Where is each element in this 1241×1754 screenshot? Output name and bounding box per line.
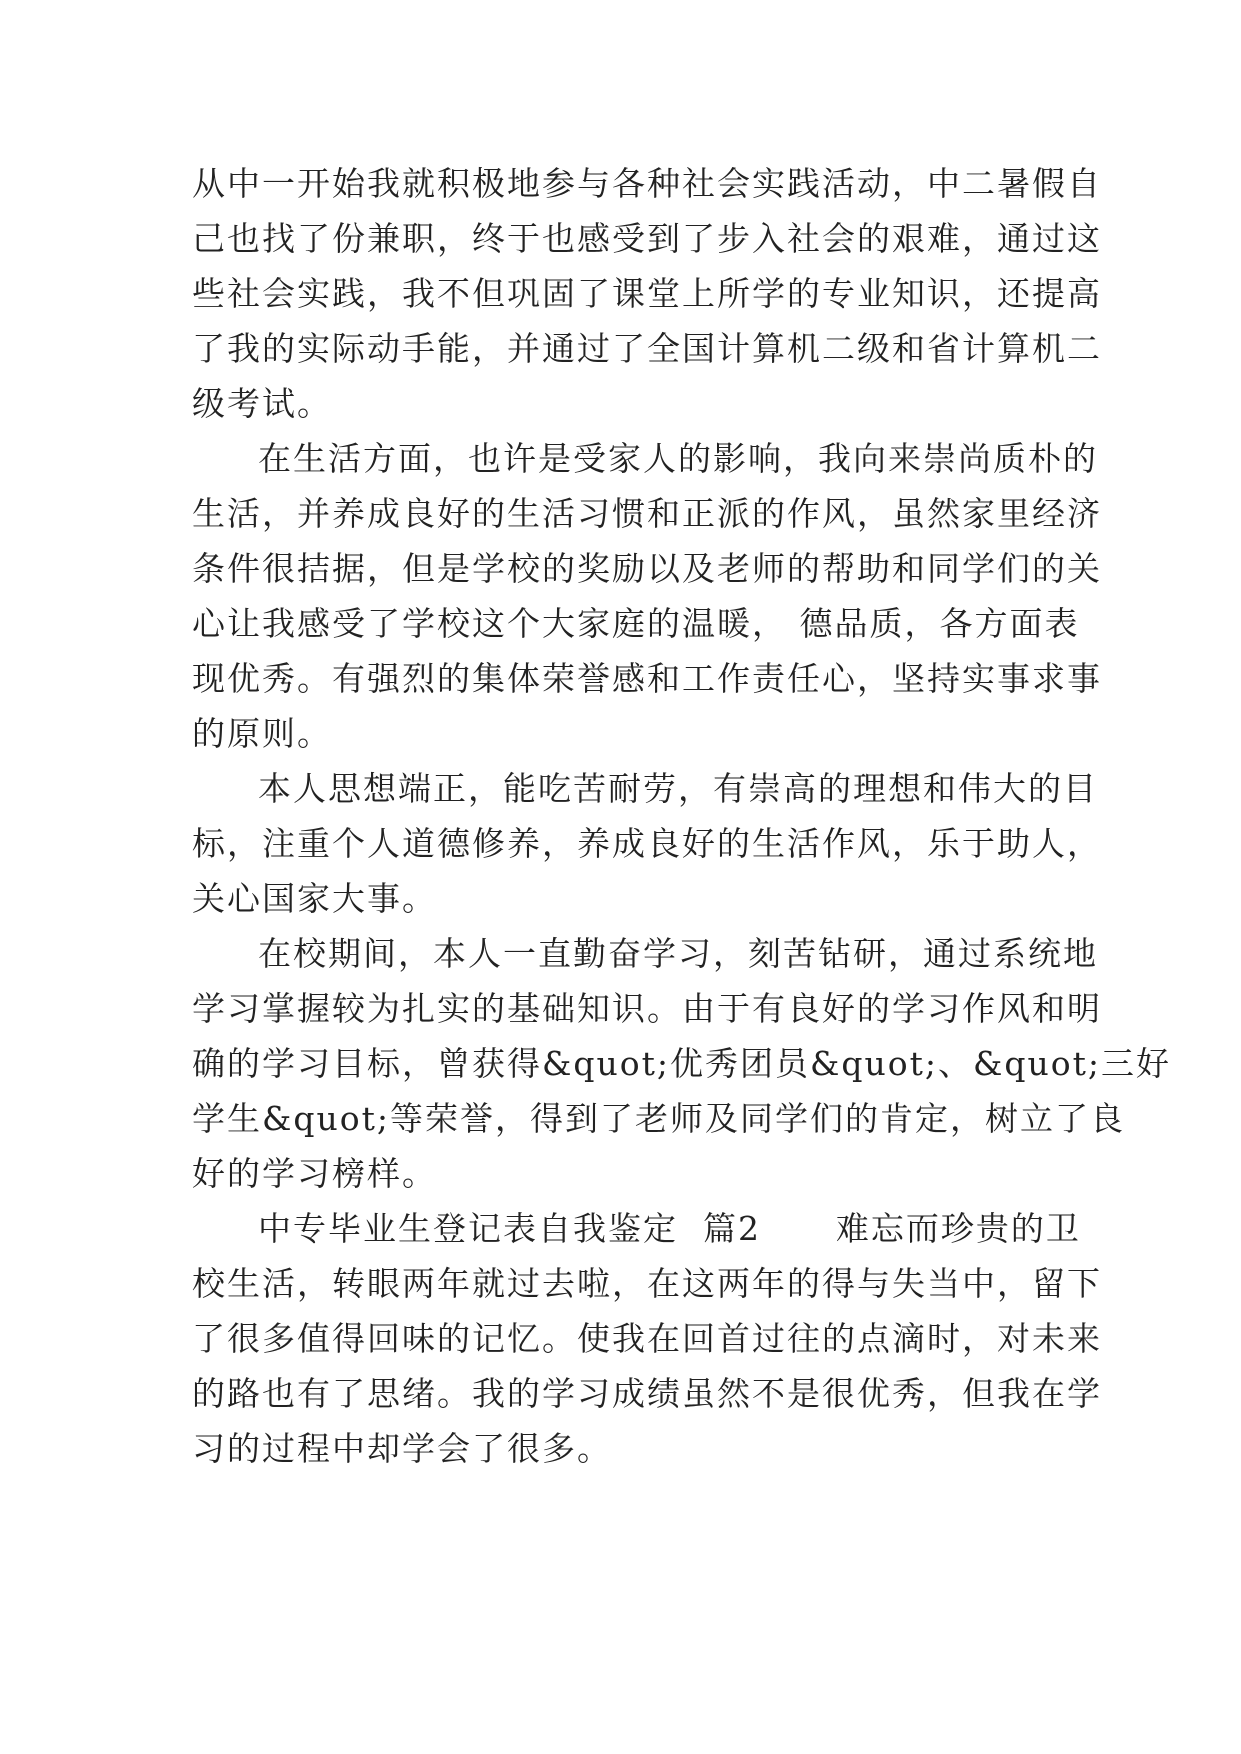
text-line: 校生活，转眼两年就过去啦，在这两年的得与失当中，留下	[192, 1264, 1102, 1303]
text-line: 学习掌握较为扎实的基础知识。由于有良好的学习作风和明	[192, 989, 1102, 1028]
text-line: 的原则。	[192, 714, 332, 753]
text-line: 己也找了份兼职，终于也感受到了步入社会的艰难，通过这	[192, 219, 1102, 258]
text-line: 确的学习目标，曾获得&quot;优秀团员&quot;、&quot;三好	[192, 1044, 1171, 1083]
document-body	[192, 162, 1171, 1482]
text-line: 生活，并养成良好的生活习惯和正派的作风，虽然家里经济	[192, 494, 1102, 533]
text-line: 在生活方面，也许是受家人的影响，我向来崇尚质朴的	[258, 439, 1098, 478]
text-line: 标，注重个人道德修养，养成良好的生活作风，乐于助人，	[192, 824, 1102, 863]
text-line: 学生&quot;等荣誉，得到了老师及同学们的肯定，树立了良	[192, 1099, 1125, 1138]
text-line: 关心国家大事。	[192, 879, 437, 918]
paragraph-thought	[192, 767, 1102, 932]
paragraph-practice	[192, 162, 1102, 437]
text-line: 条件很拮据，但是学校的奖励以及老师的帮助和同学们的关	[192, 549, 1102, 588]
text-line: 的路也有了思绪。我的学习成绩虽然不是很优秀，但我在学	[192, 1374, 1102, 1413]
text-line: 在校期间，本人一直勤奋学习，刻苦钻研，通过系统地	[258, 934, 1098, 973]
text-line: 级考试。	[192, 384, 332, 423]
text-line: 中专毕业生登记表自我鉴定 篇2 难忘而珍贵的卫	[258, 1209, 1081, 1248]
text-line: 了我的实际动手能，并通过了全国计算机二级和省计算机二	[192, 329, 1102, 368]
text-line: 好的学习榜样。	[192, 1154, 437, 1193]
text-line: 从中一开始我就积极地参与各种社会实践活动，中二暑假自	[192, 164, 1102, 203]
paragraph-study	[192, 932, 1171, 1207]
text-line: 了很多值得回味的记忆。使我在回首过往的点滴时，对未来	[192, 1319, 1102, 1358]
paragraph-life	[192, 437, 1102, 767]
text-line: 本人思想端正，能吃苦耐劳，有崇高的理想和伟大的目	[258, 769, 1098, 808]
paragraph-article-2	[192, 1207, 1102, 1482]
text-line: 心让我感受了学校这个大家庭的温暖， 德品质，各方面表	[192, 604, 1080, 643]
text-line: 些社会实践，我不但巩固了课堂上所学的专业知识，还提高	[192, 274, 1102, 313]
text-line: 现优秀。有强烈的集体荣誉感和工作责任心，坚持实事求事	[192, 659, 1102, 698]
text-line: 习的过程中却学会了很多。	[192, 1429, 612, 1468]
